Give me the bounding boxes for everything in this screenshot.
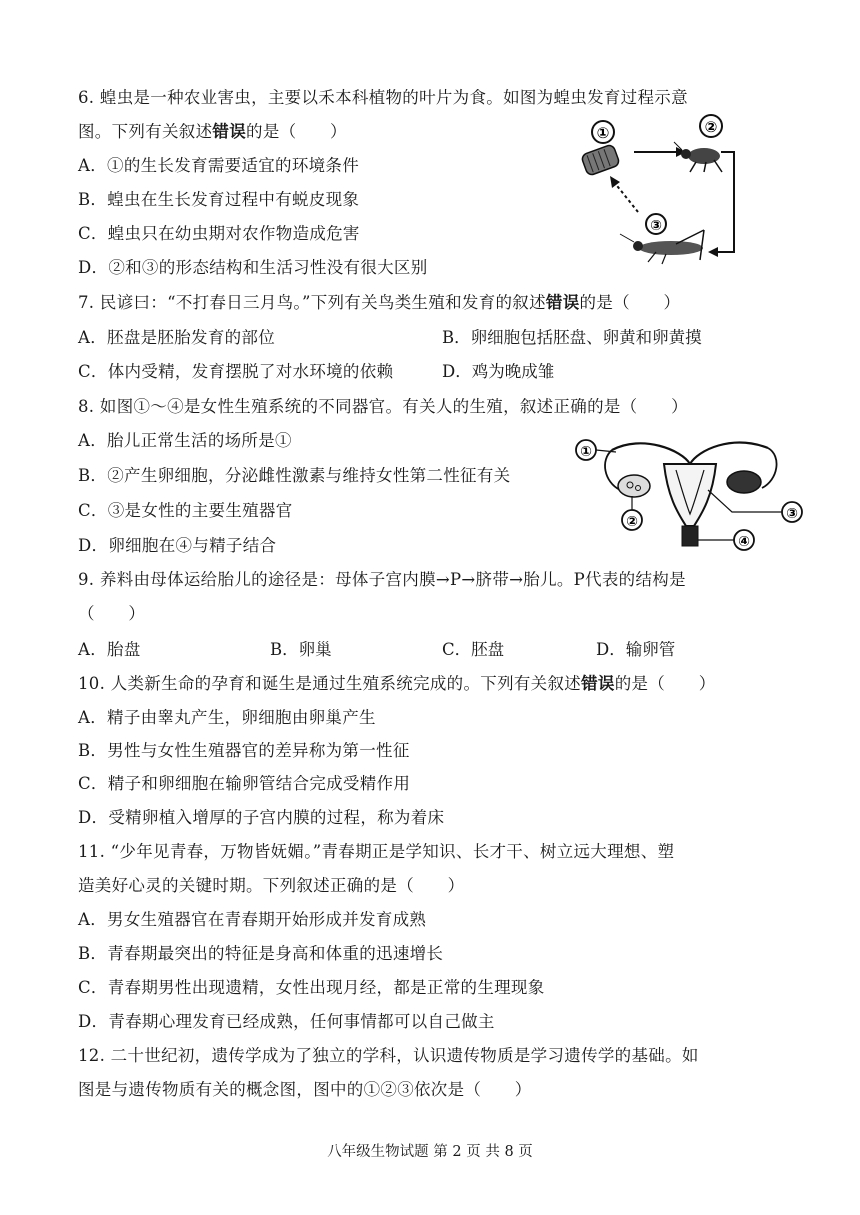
fig8-label-3: ③ xyxy=(786,506,798,522)
q6-stem-emphasis: 错误 xyxy=(212,122,247,141)
q10-stem-text: 10. 人类新生命的孕育和诞生是通过生殖系统完成的。下列有关叙述 xyxy=(78,674,582,693)
q10-option-c: C．精子和卵细胞在输卵管结合完成受精作用 xyxy=(78,774,411,793)
q8-option-d: D．卵细胞在④与精子结合 xyxy=(78,536,277,555)
q9-stem-line1: 9. 养料由母体运给胎儿的途径是：母体子宫内膜→P→脐带→胎儿。P代表的结构是 xyxy=(78,570,686,589)
arrow-head-icon xyxy=(708,247,718,257)
q9-option-c: C．胚盘 xyxy=(442,640,505,659)
q7-option-c: C．体内受精，发育摆脱了对水环境的依赖 xyxy=(78,362,394,381)
adult-locust-drawing xyxy=(620,230,704,264)
q7-option-a: A．胚盘是胚胎发育的部位 xyxy=(78,328,276,347)
q6-option-d: D．②和③的形态结构和生活习性没有很大区别 xyxy=(78,258,428,277)
q10-option-b: B．男性与女性生殖器官的差异称为第一性征 xyxy=(78,741,410,760)
q8-option-a: A．胎儿正常生活的场所是① xyxy=(78,431,292,450)
q6-option-a: A．①的生长发育需要适宜的环境条件 xyxy=(78,156,360,175)
egg-pod-drawing xyxy=(581,144,620,176)
q12-stem-line2: 图是与遗传物质有关的概念图，图中的①②③依次是（ ） xyxy=(78,1080,532,1099)
fig8-label-1: ① xyxy=(580,444,592,460)
q8-option-c: C．③是女性的主要生殖器官 xyxy=(78,501,293,520)
fig8-label-2: ② xyxy=(626,514,638,530)
q11-stem-line1: 11. “少年见青春，万物皆妩媚。”青春期正是学知识、长才干、树立远大理想、塑 xyxy=(78,842,675,861)
q9-stem-line2: （ ） xyxy=(78,604,146,623)
female-reproductive-system-figure xyxy=(572,430,808,556)
vagina xyxy=(682,526,698,546)
fig6-label-1: ① xyxy=(596,124,610,142)
q9-option-a: A．胎盘 xyxy=(78,640,141,659)
q11-option-d: D．青春期心理发育已经成熟，任何事情都可以自己做主 xyxy=(78,1012,495,1031)
q6-stem-line1: 6. 蝗虫是一种农业害虫，主要以禾本科植物的叶片为食。如图为蝗虫发育过程示意 xyxy=(78,88,688,107)
q10-option-d: D．受精卵植入增厚的子宫内膜的过程，称为着床 xyxy=(78,808,445,827)
q6-stem-line2 xyxy=(78,122,347,142)
locust-life-cycle-figure xyxy=(576,112,766,282)
q10-stem-emphasis: 错误 xyxy=(581,674,615,693)
q7-option-d: D．鸡为晚成雏 xyxy=(442,362,555,381)
q10-stem xyxy=(78,674,716,694)
q7-stem-blank: 的是（ ） xyxy=(579,293,681,312)
q8-stem: 8. 如图①～④是女性生殖系统的不同器官。有关人的生殖，叙述正确的是（ ） xyxy=(78,397,688,416)
right-fimbria xyxy=(762,448,777,488)
fig8-label-4: ④ xyxy=(738,534,750,550)
q6-stem-text: 图。下列有关叙述 xyxy=(78,122,213,141)
q6-option-b: B．蝗虫在生长发育过程中有蜕皮现象 xyxy=(78,190,360,209)
q6-option-c: C．蝗虫只在幼虫期对农作物造成危害 xyxy=(78,224,360,243)
q12-stem-line1: 12. 二十世纪初，遗传学成为了独立的学科，认识遗传物质是学习遗传学的基础。如 xyxy=(78,1046,699,1065)
q9-option-b: B．卵巢 xyxy=(270,640,332,659)
nymph-drawing xyxy=(674,142,722,172)
uterus xyxy=(664,464,716,526)
q7-stem xyxy=(78,293,680,313)
q11-option-a: A．男女生殖器官在青春期开始形成并发育成熟 xyxy=(78,910,427,929)
q6-stem-blank: 的是（ ） xyxy=(246,122,347,141)
fig6-label-2: ② xyxy=(704,118,718,136)
fig6-label-3: ③ xyxy=(650,218,662,234)
q11-stem-line2: 造美好心灵的关键时期。下列叙述正确的是（ ） xyxy=(78,876,465,895)
q8-option-b: B．②产生卵细胞，分泌雌性激素与维持女性第二性征有关 xyxy=(78,466,511,485)
q7-stem-emphasis: 错误 xyxy=(545,293,580,312)
q9-option-d: D．输卵管 xyxy=(596,640,676,659)
q11-option-c: C．青春期男性出现遗精，女性出现月经，都是正常的生理现象 xyxy=(78,978,545,997)
q10-stem-blank: 的是（ ） xyxy=(614,674,716,693)
dotted-arrow-adult-to-egg xyxy=(614,182,638,212)
q11-option-b: B．青春期最突出的特征是身高和体重的迅速增长 xyxy=(78,944,444,963)
fallopian-tubes xyxy=(612,443,768,464)
left-ovary xyxy=(618,475,650,497)
page-footer: 八年级生物试题 第 2 页 共 8 页 xyxy=(327,1144,533,1160)
q10-option-a: A．精子由睾丸产生，卵细胞由卵巢产生 xyxy=(78,708,376,727)
q7-option-b: B．卵细胞包括胚盘、卵黄和卵黄摸 xyxy=(442,328,702,347)
q7-stem-text: 7. 民谚曰：“不打春日三月鸟。”下列有关鸟类生殖和发育的叙述 xyxy=(78,293,546,312)
right-ovary xyxy=(727,471,761,493)
